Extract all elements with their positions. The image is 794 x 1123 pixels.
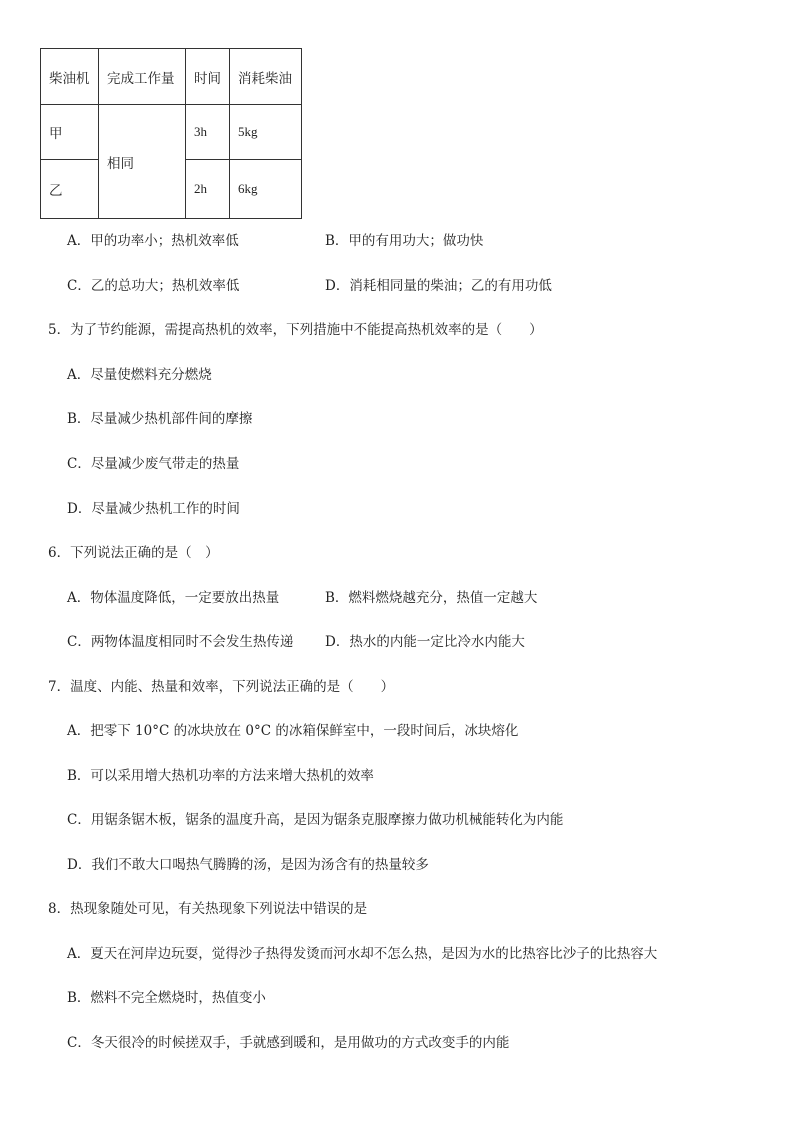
q6-option-a: A．物体温度降低，一定要放出热量 — [67, 590, 280, 606]
q8-option-c: C．冬天很冷的时候搓双手，手就感到暖和，是用做功的方式改变手的内能 — [67, 1035, 510, 1051]
cell-workload: 相同 — [99, 105, 186, 219]
header-workload: 完成工作量 — [99, 49, 186, 105]
q7-option-d: D．我们不敢大口喝热气腾腾的汤，是因为汤含有的热量较多 — [67, 857, 429, 873]
table-header-row — [41, 49, 302, 105]
q4-option-d: D．消耗相同量的柴油；乙的有用功低 — [325, 278, 552, 294]
header-fuel: 消耗柴油 — [230, 49, 302, 105]
q8-option-a: A．夏天在河岸边玩耍，觉得沙子热得发烫而河水却不怎么热，是因为水的比热容比沙子的比热容大 — [67, 946, 658, 962]
q5-stem: 5．为了节约能源，需提高热机的效率，下列措施中不能提高热机效率的是（ ） — [48, 322, 543, 338]
table-row — [41, 105, 302, 160]
q7-option-a: A．把零下 10°C 的冰块放在 0°C 的冰箱保鲜室中，一段时间后，冰块熔化 — [67, 723, 519, 739]
q5-option-b: B．尽量减少热机部件间的摩擦 — [67, 411, 253, 427]
q7-option-b: B．可以采用增大热机功率的方法来增大热机的效率 — [67, 768, 374, 784]
diesel-engine-table — [40, 48, 302, 219]
cell-time: 3h — [186, 105, 230, 160]
cell-engine: 甲 — [41, 105, 99, 160]
q4-option-a: A．甲的功率小；热机效率低 — [67, 233, 239, 249]
q4-option-c: C．乙的总功大；热机效率低 — [67, 278, 240, 294]
q7-stem: 7．温度、内能、热量和效率，下列说法正确的是（ ） — [48, 679, 395, 695]
cell-time: 2h — [186, 160, 230, 219]
q7-option-c: C．用锯条锯木板，锯条的温度升高，是因为锯条克服摩擦力做功机械能转化为内能 — [67, 812, 564, 828]
cell-fuel: 6kg — [230, 160, 302, 219]
q6-option-c: C．两物体温度相同时不会发生热传递 — [67, 634, 294, 650]
q6-stem: 6．下列说法正确的是（ ） — [48, 545, 219, 561]
header-time: 时间 — [186, 49, 230, 105]
q5-option-d: D．尽量减少热机工作的时间 — [67, 501, 240, 517]
q4-option-b: B．甲的有用功大；做功快 — [325, 233, 484, 249]
q8-option-b: B．燃料不完全燃烧时，热值变小 — [67, 990, 266, 1006]
q6-option-b: B．燃料燃烧越充分，热值一定越大 — [325, 590, 538, 606]
q5-option-c: C．尽量减少废气带走的热量 — [67, 456, 240, 472]
cell-engine: 乙 — [41, 160, 99, 219]
cell-fuel: 5kg — [230, 105, 302, 160]
q5-option-a: A．尽量使燃料充分燃烧 — [67, 367, 212, 383]
q8-stem: 8．热现象随处可见，有关热现象下列说法中错误的是 — [48, 901, 368, 917]
q6-option-d: D．热水的内能一定比冷水内能大 — [325, 634, 525, 650]
header-engine: 柴油机 — [41, 49, 99, 105]
